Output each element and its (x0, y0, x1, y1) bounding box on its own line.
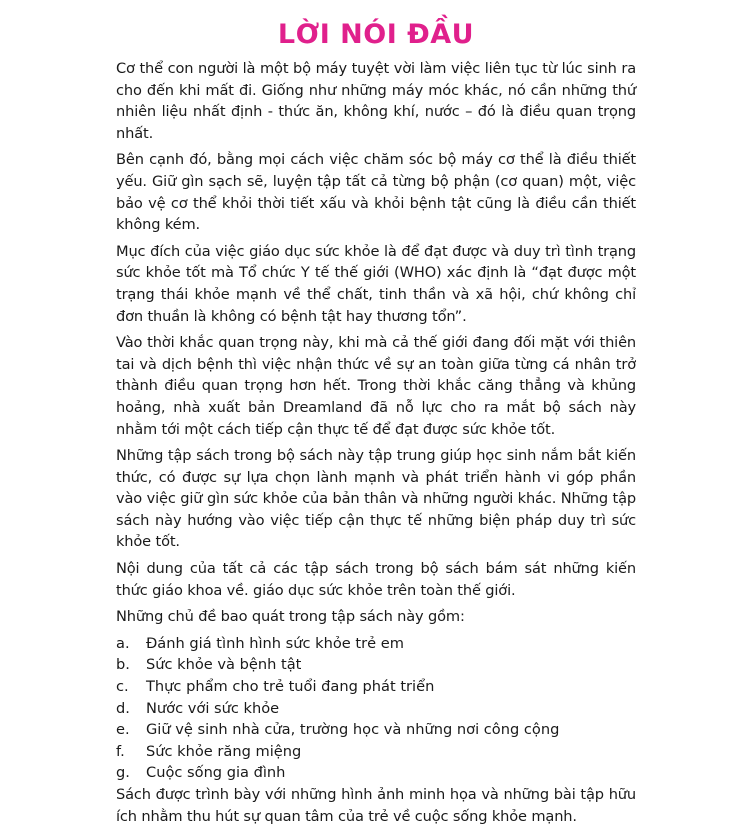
list-item (116, 762, 636, 784)
list-item (116, 633, 636, 655)
list-item-text: Cuộc sống gia đình (146, 764, 286, 782)
list-item-letter: e. (116, 721, 130, 739)
list-intro: Những chủ đề bao quát trong tập sách này gồm: (116, 608, 465, 626)
list-item (116, 654, 636, 676)
list-item-letter: b. (116, 656, 130, 674)
list-item (116, 719, 636, 741)
paragraph-content: Nội dung của tất cả các tập sách trong bộ sách bám sát những kiến thức giáo khoa về. giáo dục sức khỏe trên toàn thế giới. (116, 560, 636, 599)
topic-list (116, 633, 636, 784)
paragraph-purpose: Mục đích của việc giáo dục sức khỏe là để đạt được và duy trì tình trạng sức khỏe tốt mà Tổ chức Y tế thế giới (WHO) xác định là “đạt được một trạng thái khỏe mạnh về thể chất, tinh thần và xã hội, chứ không chỉ đơn thuần là không có bệnh tật hay thương tổn”. (116, 242, 636, 325)
list-item-text: Sức khỏe và bệnh tật (146, 656, 302, 674)
list-item-letter: c. (116, 678, 129, 696)
paragraph-focus: Những tập sách trong bộ sách này tập trung giúp học sinh nắm bắt kiến thức, có được sự lựa chọn lành mạnh và phát triển hành vi góp phần vào việc giữ gìn sức khỏe của bản thân và những người khác. Những tập sách này hướng vào việc tiếp cận thực tế những biện pháp duy trì sức khỏe tốt. (116, 447, 636, 551)
list-item-letter: g. (116, 764, 130, 782)
page-title: LỜI NÓI ĐẦU (277, 19, 475, 50)
list-item-text: Sức khỏe răng miệng (146, 742, 302, 760)
list-item (116, 741, 636, 763)
list-item-text: Thực phẩm cho trẻ tuổi đang phát triển (146, 678, 435, 696)
list-item-text: Đánh giá tình hình sức khỏe trẻ em (146, 634, 404, 652)
paragraph-care: Bên cạnh đó, bằng mọi cách việc chăm sóc bộ máy cơ thể là điều thiết yếu. Giữ gìn sạch sẽ, luyện tập tất cả từng bộ phận (cơ quan) một, việc bảo vệ cơ thể khỏi thời tiết xấu và khỏi bệnh tật cũng là điều cần thiết không kém. (116, 151, 636, 234)
list-item (116, 698, 636, 720)
list-item (116, 676, 636, 698)
paragraph-closing: Sách được trình bày với những hình ảnh minh họa và những bài tập hữu ích nhằm thu hút sự quan tâm của trẻ về cuộc sống khỏe mạnh. (116, 786, 636, 825)
list-item-text: Nước với sức khỏe (146, 699, 280, 717)
paragraph-intro: Cơ thể con người là một bộ máy tuyệt vời làm việc liên tục từ lúc sinh ra cho đến khi mất đi. Giống như những máy móc khác, nó cần những thứ nhiên liệu nhất định - thức ăn, không khí, nước – đó là điều quan trọng nhất. (116, 60, 636, 142)
list-item-letter: f. (116, 742, 125, 760)
list-item-letter: a. (116, 634, 130, 652)
paragraph-context: Vào thời khắc quan trọng này, khi mà cả thế giới đang đối mặt với thiên tai và dịch bệnh thì việc nhận thức về sự an toàn giữa từng cá nhân trở thành điều quan trọng hơn hết. Trong thời khắc căng thẳng và khủng hoảng, nhà xuất bản Dreamland đã nỗ lực cho ra mắt bộ sách này nhằm tới một cách tiếp cận thực tế để đạt được sức khỏe tốt. (116, 334, 636, 438)
list-item-text: Giữ vệ sinh nhà cửa, trường học và những nơi công cộng (146, 721, 560, 739)
preface-page (116, 18, 636, 827)
list-item-letter: d. (116, 699, 130, 717)
